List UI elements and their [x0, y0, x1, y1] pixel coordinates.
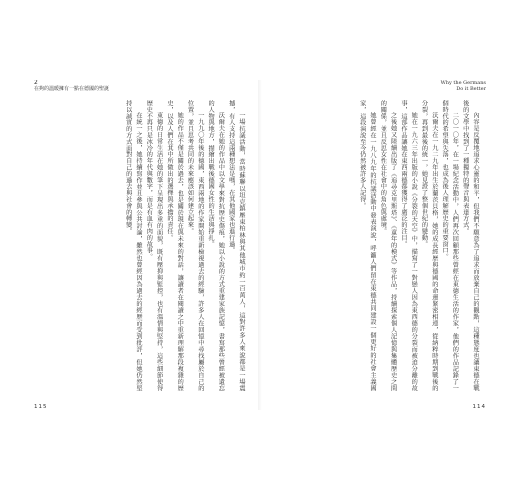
paragraph: 她曾經在一九八九年的抗議活動中發表演說，呼籲人們留在東德共同建設一個更好的社會主義國家，這段演說至今仍然被許多人記得。 [358, 100, 377, 392]
right-page [268, 80, 486, 410]
paragraph: 一場抗議活動，當時蘇聯以坦克鎮壓東柏林與其他城市約一百萬人，這對許多人來說都是一場震撼，有人支持這兩種想法是嗎，在其他國家也進行過。 [227, 100, 245, 392]
paragraph: 內容是反覆地追求心靈的和平，但我們不願意為了追求而放棄自己的觀點，這種態度也讓東德在戰後的文學中找到了一種獨特的聲音與表達方式。 [461, 100, 479, 392]
paragraph: 之後她又陸續出版了《追尋克里斯塔》、《童年的模式》等作品，持續探索個人記憶與集體歷史之間的關係，並且反思女性在社會中的角色與處境。 [379, 100, 397, 392]
paragraph: 東德的日常生活在她的筆下呈現出多重的面貌，既有壓抑與監控，也有溫情與堅持，這些細節使得歷史不再只是冰冷的年代與數字，而是有血有肉的故事。 [145, 100, 163, 392]
paragraph: 沃爾夫在她的作品中以文學來對抗歷史傷痕，她以小說的方式重建家族記憶，書寫那些曾經被遺忘的人物與地方，描繪出戰後德國女性的生活與掙扎。 [207, 100, 225, 392]
chapter-title: 在夠的溫暖擁有一點在德國的聖誕 [34, 86, 110, 92]
left-page-body [40, 100, 246, 392]
running-header-right [326, 80, 486, 92]
book-title-line-1: Why the Germans [440, 80, 486, 86]
book-gutter [258, 80, 262, 410]
paragraph: 在統一之後，她持續寫作並且參與公共討論，雖然也曾經因為過去的經歷而受到批評，但她仍然堅持以誠實的方式面對自己的過去與社會的轉變。 [124, 100, 143, 392]
paragraph: 她在一九六三年出版的小說《分裂的天空》中，描寫了一對戀人因為東西德的分裂而被迫分離的故事，這部作品讓她在東西兩德都獲得了廣泛的注目。 [399, 100, 418, 392]
page-number-right: 114 [472, 404, 486, 410]
book-spread [34, 80, 486, 410]
book-title-line-2: Do it Better [456, 86, 486, 92]
paragraph: 一九九〇年後的德國，東西兩地的作家開始重新檢視過去的經驗，許多人在回憶中尋找屬於自己的位置，並且思考共同的未來應該如何建立起來。 [186, 100, 204, 392]
right-page-body [274, 100, 480, 392]
paragraph: 她的作品不僅是關於過去，也是關於現在與未來的對話，讓讀者在閱讀之中重新理解那段複雜的歷史，以及人們在其中所做出的選擇與承擔的責任。 [165, 100, 184, 392]
page-number-left: 115 [34, 404, 48, 410]
running-header-left [34, 80, 184, 92]
left-page [34, 80, 252, 410]
chapter-number: 2 [34, 80, 38, 86]
paragraph: 二〇一〇年，在一場紀念活動中，人們再次回顧那些曾經在東德生活的作家，他們的作品記錄了一個時代的希望與失落，也成為後人理解歷史的重要窗口。 [441, 100, 459, 392]
paragraph: 沃爾夫在一九二九年出生於蘭茨貝格，她的成長經歷與德國的命運緊密相連，從納粹時期到戰後的分裂，再到最後的統一，她見證了整個世紀的變動。 [420, 100, 438, 392]
